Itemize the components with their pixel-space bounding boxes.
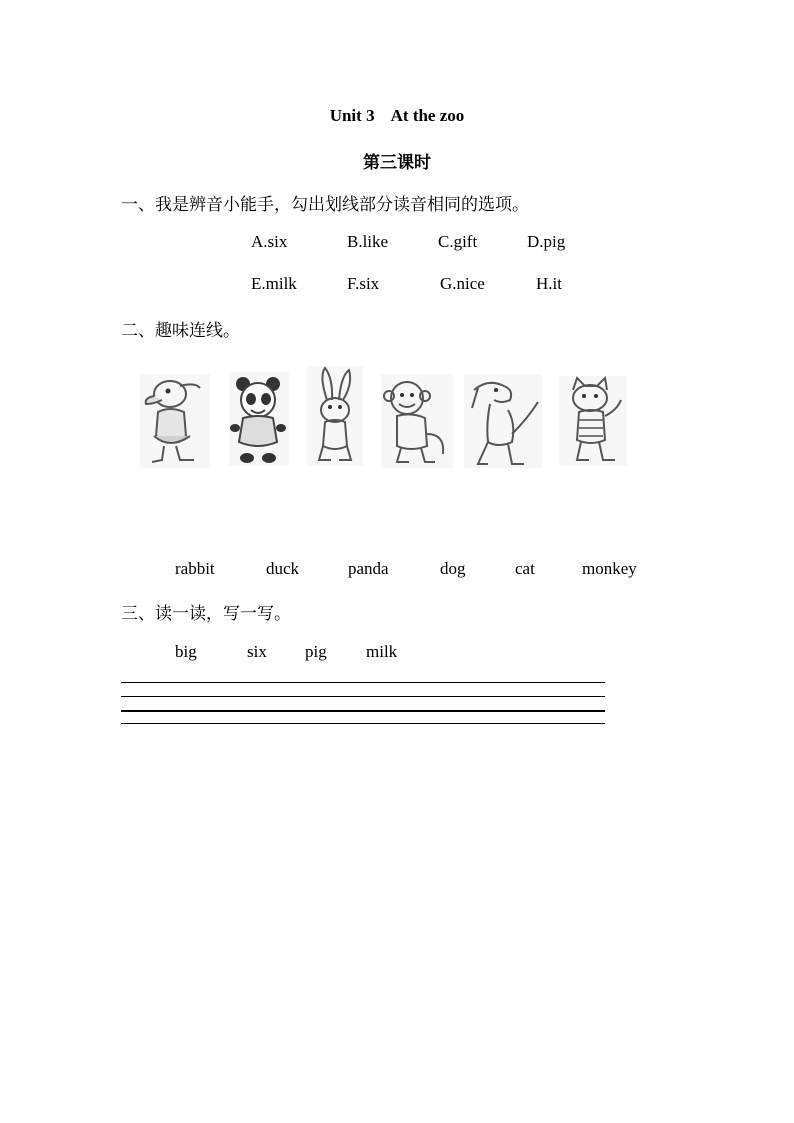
word-rabbit: rabbit bbox=[175, 559, 215, 578]
lesson-subtitle: 第三课时 bbox=[363, 153, 431, 172]
write-word-big: big bbox=[175, 642, 197, 661]
word-cat: cat bbox=[515, 559, 535, 578]
section3-heading: 三、读一读，写一写。 bbox=[121, 604, 291, 624]
dog-icon bbox=[464, 374, 542, 468]
option-d: D.pig bbox=[527, 232, 566, 251]
word-monkey: monkey bbox=[582, 559, 637, 578]
option-a: A.six bbox=[251, 232, 288, 251]
option-e: E.milk bbox=[251, 274, 297, 293]
writing-line bbox=[121, 696, 605, 697]
cat-icon bbox=[559, 376, 627, 466]
writing-line bbox=[121, 682, 605, 683]
option-f: F.six bbox=[347, 274, 380, 293]
writing-line bbox=[121, 710, 605, 712]
animal-pictures-row bbox=[0, 362, 794, 472]
write-word-milk: milk bbox=[366, 642, 398, 661]
option-c: C.gift bbox=[438, 232, 478, 251]
write-word-pig: pig bbox=[305, 642, 327, 661]
page-title: Unit 3 At the zoo bbox=[329, 106, 465, 125]
writing-line bbox=[121, 723, 605, 724]
option-b: B.like bbox=[347, 232, 389, 251]
write-word-six: six bbox=[247, 642, 267, 661]
rabbit-icon bbox=[307, 366, 363, 466]
word-panda: panda bbox=[348, 559, 389, 578]
panda-icon bbox=[229, 372, 289, 466]
monkey-icon bbox=[381, 374, 453, 468]
section2-heading: 二、趣味连线。 bbox=[121, 321, 240, 341]
option-g: G.nice bbox=[440, 274, 485, 293]
section1-heading: 一、我是辨音小能手，勾出划线部分读音相同的选项。 bbox=[121, 195, 529, 215]
word-dog: dog bbox=[440, 559, 466, 578]
option-h: H.it bbox=[536, 274, 562, 293]
duck-icon bbox=[140, 374, 210, 468]
word-duck: duck bbox=[266, 559, 300, 578]
